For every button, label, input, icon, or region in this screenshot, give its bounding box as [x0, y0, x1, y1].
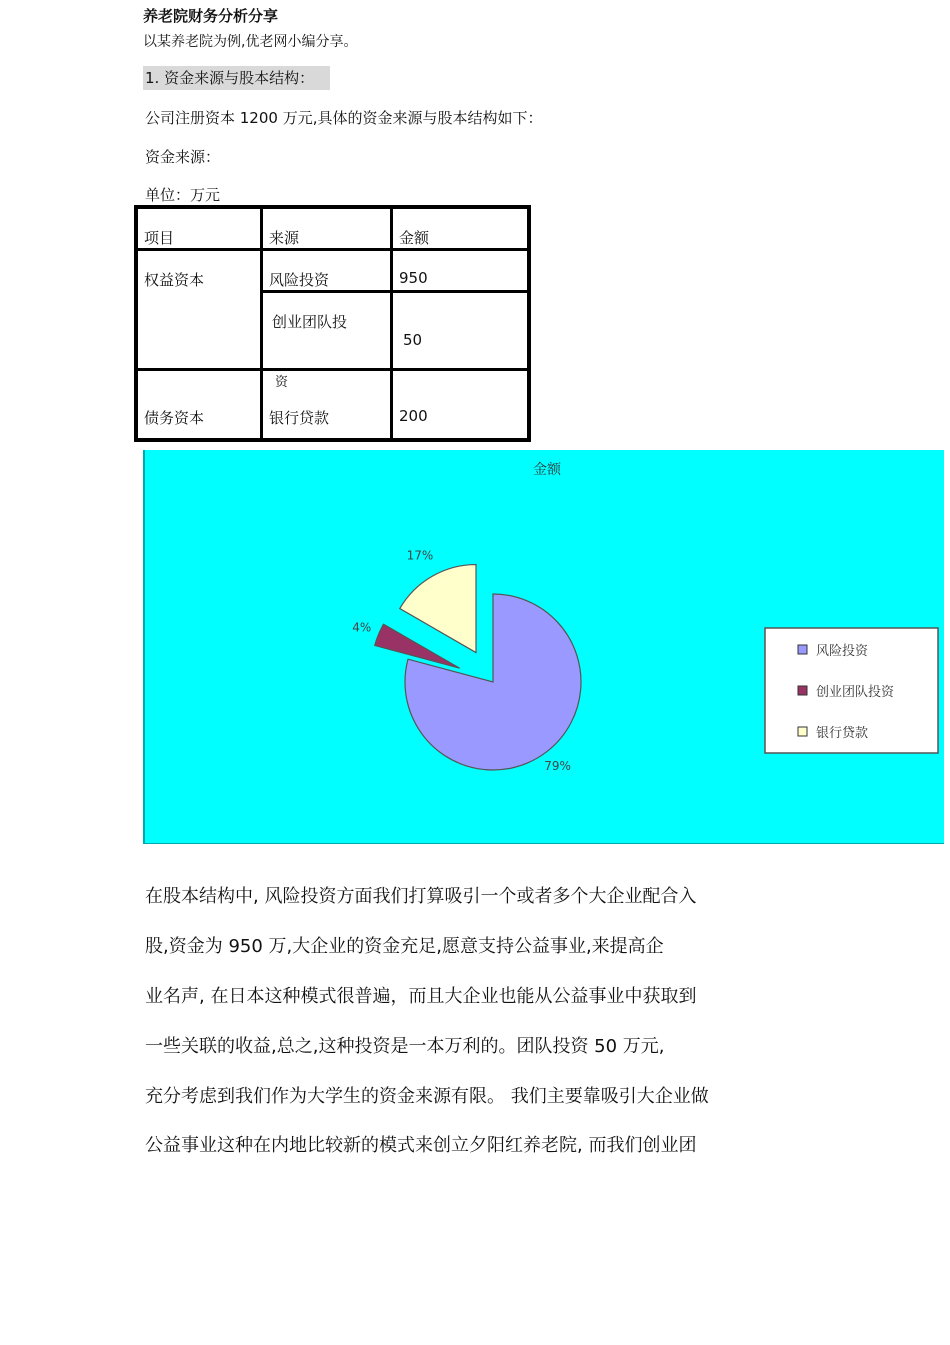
pie-slice-2 — [400, 565, 476, 653]
table-header-row — [136, 207, 529, 250]
document-title: 养老院财务分析分享 — [143, 7, 279, 25]
legend-swatch-2 — [798, 727, 807, 736]
section-heading: 1. 资金来源与股本结构： — [143, 66, 330, 90]
paragraph-line: 一些关联的收益,总之,这种投资是一本万利的。团队投资 50 万元, — [145, 1036, 665, 1057]
intro-text: 公司注册资本 1200 万元,具体的资金来源与股本结构如下： — [145, 109, 543, 127]
funding-label: 资金来源： — [145, 148, 221, 166]
legend-swatch-1 — [798, 686, 807, 695]
source-team-text: 创业团队投 — [272, 313, 348, 331]
data-label-2: 17% — [406, 548, 434, 563]
pie-chart-area — [143, 450, 944, 844]
category-debt: 债务资本 — [136, 370, 262, 440]
paragraph-line: 业名声, 在日本这种模式很普遍，而且大企业也能从公益事业中获取到 — [145, 986, 697, 1007]
category-equity: 权益资本 — [136, 250, 262, 370]
header-item: 项目 — [136, 207, 262, 250]
amount-bank: 200 — [392, 370, 530, 440]
legend-swatch-0 — [798, 645, 807, 654]
source-team-wrap: 资 — [275, 375, 289, 390]
source-bank: 银行贷款 — [262, 370, 392, 440]
paragraph-line: 股,资金为 950 万,大企业的资金充足,愿意支持公益事业,来提高企 — [145, 936, 664, 957]
paragraph-line: 在股本结构中, 风险投资方面我们打算吸引一个或者多个大企业配合入 — [145, 886, 697, 907]
legend-label-0: 风险投资 — [816, 644, 869, 659]
header-amount: 金额 — [392, 207, 530, 250]
table-row — [136, 370, 529, 440]
data-label-0: 79% — [544, 759, 571, 774]
legend-label-2: 银行贷款 — [816, 726, 869, 741]
source-team — [262, 292, 392, 390]
unit-label: 单位：万元 — [145, 186, 221, 204]
amount-venture: 950 — [392, 250, 530, 292]
table-row — [136, 250, 529, 292]
header-source: 来源 — [262, 207, 392, 250]
paragraph-line: 充分考虑到我们作为大学生的资金来源有限。 我们主要靠吸引大企业做 — [145, 1086, 709, 1107]
pie-chart — [145, 450, 944, 843]
legend-label-1: 创业团队投资 — [816, 685, 895, 700]
source-venture: 风险投资 — [262, 250, 392, 292]
data-label-1: 4% — [352, 620, 372, 635]
paragraph-line: 公益事业这种在内地比较新的模式来创立夕阳红养老院, 而我们创业团 — [145, 1135, 697, 1156]
chart-title: 金额 — [533, 462, 561, 478]
amount-team: 50 — [392, 292, 530, 370]
funding-table — [134, 205, 531, 442]
document-subtitle: 以某养老院为例,优老网小编分享。 — [143, 34, 358, 50]
